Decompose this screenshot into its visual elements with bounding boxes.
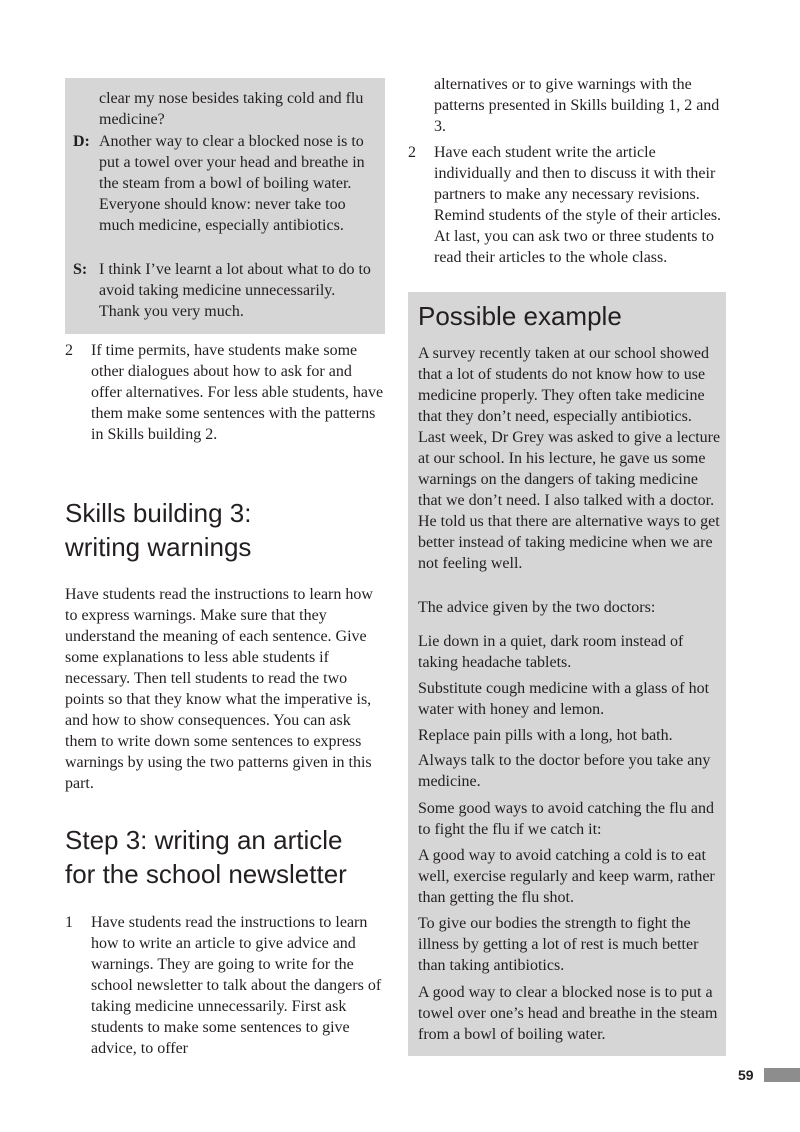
item-number: 2	[408, 144, 416, 161]
example-paragraph: Lie down in a quiet, dark room instead of taking headache tablets.	[418, 633, 684, 671]
skills-3-paragraph: Have students read the instructions to learn how to express warnings. Make sure that they understand the meaning of each sentence. Give some explanations to less able students if necessary. Then tell students to read the two points so that they know what the imperative is, and how to show consequences. You can ask them to write down some sentences to express warnings by using the two patterns given in this part.	[65, 586, 373, 792]
dialogue-box	[65, 78, 385, 334]
dialogue-line	[73, 88, 377, 132]
example-paragraph: The advice given by the two doctors:	[418, 599, 656, 616]
item-number: 1	[65, 914, 73, 931]
example-paragraph: A good way to avoid catching a cold is to eat well, exercise regularly and keep warm, rather than getting the flu shot.	[418, 847, 715, 906]
page-number-bar	[764, 1068, 800, 1082]
page-number: 59	[738, 1067, 754, 1083]
item-continuation: alternatives or to give warnings with the patterns presented in Skills building 1, 2 and 3.	[434, 76, 720, 135]
dialogue-text: Another way to clear a blocked nose is to put a towel over your head and breathe in the steam from a bowl of boiling water. Everyone should know: never take too much medicine, especially antibiotics.	[99, 133, 365, 234]
speaker-label: S:	[73, 261, 88, 278]
dialogue-text: clear my nose besides taking cold and flu medicine?	[99, 90, 364, 128]
example-paragraph: Always talk to the doctor before you take any medicine.	[418, 752, 711, 790]
example-paragraph: Replace pain pills with a long, hot bath.	[418, 727, 673, 744]
example-paragraph: Some good ways to avoid catching the flu and to fight the flu if we catch it:	[418, 800, 714, 838]
dialogue-line	[73, 259, 377, 325]
example-paragraph: To give our bodies the strength to fight the illness by getting a lot of rest is much better than taking antibiotics.	[418, 915, 699, 974]
item-number: 2	[65, 342, 73, 359]
section-heading-skills-building-3: Skills building 3: writing warnings	[65, 498, 252, 562]
example-paragraph: A good way to clear a blocked nose is to put a towel over one’s head and breathe in the steam from a bowl of boiling water.	[418, 984, 718, 1043]
item-text: Have each student write the article individually and then to discuss it with their partners to make any necessary revisions. Remind students of the style of their articles. At last, you can ask two or three students to read their articles to the whole class.	[434, 144, 722, 266]
example-title: Possible example	[418, 301, 622, 331]
speaker-label: D:	[73, 133, 90, 150]
dialogue-text: I think I’ve learnt a lot about what to do to avoid taking medicine unnecessarily. Thank you very much.	[99, 261, 371, 320]
item-text: If time permits, have students make some other dialogues about how to ask for and offer alternatives. For less able students, have them make some sentences with the patterns in Skills building 2.	[91, 342, 384, 443]
item-text: Have students read the instructions to learn how to write an article to give advice and warnings. They are going to write for the school newsletter to talk about the dangers of taking medicine unnecessarily. First ask students to make some sentences to give advice, to offer	[91, 914, 382, 1057]
example-box	[408, 292, 726, 1056]
dialogue-line	[73, 131, 377, 259]
section-heading-step-3: Step 3: writing an article for the school newsletter	[65, 825, 347, 889]
example-paragraph: Substitute cough medicine with a glass of hot water with honey and lemon.	[418, 680, 710, 718]
example-paragraph: A survey recently taken at our school showed that a lot of students do not know how to use medicine properly. They often take medicine that they don’t need, especially antibiotics. Last week, Dr Grey was asked to give a lecture at our school. In his lecture, he gave us some warnings on the dangers of taking medicine that we don’t need. I also talked with a doctor. He told us that there are alternative ways to get better instead of taking medicine when we are not feeling well.	[418, 345, 721, 572]
